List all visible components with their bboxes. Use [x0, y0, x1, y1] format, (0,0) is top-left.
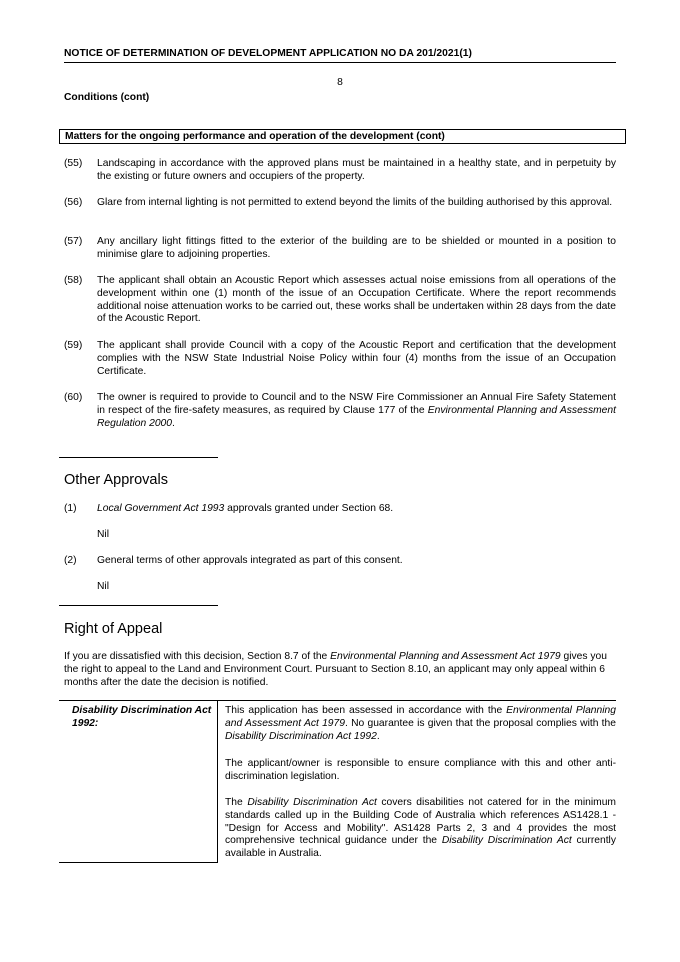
condition-58 [64, 275, 616, 326]
disability-act-label: Disability Discrimination Act 1992: [72, 705, 212, 729]
condition-number: (59) [64, 340, 83, 351]
table-top-rule [59, 700, 616, 701]
text-part: . [376, 730, 380, 742]
regulation-title: Environmental Planning and Assessment Regulation 2000 [97, 404, 616, 429]
approval-item-2 [64, 554, 616, 567]
disability-paragraph-2: The applicant/owner is responsible to ensure compliance with this and other anti-discrimination legislation. [225, 758, 616, 782]
condition-text-part: The owner is required to provide to Council and to the NSW Fire Commissioner an Annual Fire Safety Statement in respect of the fire-safety measures, as required by Clause 177 of the [97, 392, 616, 416]
document-title: NOTICE OF DETERMINATION OF DEVELOPMENT APPLICATION NO DA 201/2021(1) [64, 47, 616, 63]
approval-value-1: Nil [97, 529, 110, 540]
table-column-divider [217, 700, 218, 863]
approval-value-2: Nil [97, 581, 110, 592]
text-part: . No guarantee is given that the proposal complies with the [344, 717, 616, 729]
section-rule [59, 457, 218, 458]
conditions-label: Conditions (cont) [64, 92, 150, 103]
appeal-text-part: If you are dissatisfied with this decision, Section 8.7 of the [64, 651, 331, 662]
condition-59 [64, 340, 616, 378]
condition-number: (57) [64, 236, 83, 247]
condition-56 [64, 197, 616, 210]
approval-text-part: approvals granted under Section 68. [224, 503, 394, 514]
table-bottom-rule [59, 862, 217, 863]
text-part: This application has been assessed in accordance with the [225, 705, 507, 716]
condition-text [97, 392, 616, 430]
condition-text: Any ancillary light fittings fitted to the exterior of the building are to be shielded or mounted in a position to minimise glare to adjoining properties. [97, 236, 616, 260]
appeal-paragraph [64, 651, 616, 689]
text-part: currently available in Australia. [225, 835, 616, 860]
condition-number: (55) [64, 158, 83, 169]
act-title: Environmental Planning and Assessment Act 1979 [225, 705, 616, 729]
condition-text: Landscaping in accordance with the approved plans must be maintained in a healthy state, and in perpetuity by the existing or future owners and occupiers of the property. [97, 158, 616, 182]
condition-text: Glare from internal lighting is not permitted to extend beyond the limits of the building authorised by this approval. [97, 197, 613, 208]
condition-number: (58) [64, 275, 83, 286]
section-rule [59, 605, 218, 606]
text-part: covers disabilities not catered for in the minimum standards called up in the Building Code of Australia which references AS1428.1 - "Design for Access and Mobility". AS1428 Parts 2, 3 and 4 provides the most comprehensive technical guidance under the [225, 797, 617, 847]
approval-number: (1) [64, 503, 77, 514]
disability-paragraph-3 [225, 797, 616, 861]
condition-text: The applicant shall obtain an Acoustic Report which assesses actual noise emissions from all operations of the development within one (1) month of the issue of an Occupation Certificate. Where the report recommends additional noise attenuation works to be carried out, these works shall be undertaken within 28 days from the date of the Acoustic Report. [97, 275, 616, 325]
condition-55 [64, 158, 616, 184]
act-title: Environmental Planning and Assessment Act 1979 [330, 651, 561, 662]
appeal-text-part: gives you the right to appeal to the Land and Environment Court. Pursuant to Section 8.10, an applicant may only appeal within 6 months after the date the decision is notified. [64, 651, 608, 688]
act-title: Disability Discrimination Act [441, 835, 572, 847]
approval-number: (2) [64, 555, 77, 566]
disability-paragraph-1 [225, 705, 616, 743]
condition-text-part: . [172, 417, 175, 429]
condition-number: (56) [64, 197, 83, 208]
approval-text [97, 502, 616, 515]
text-part: The [225, 797, 248, 808]
right-of-appeal-heading: Right of Appeal [64, 621, 163, 637]
act-title: Disability Discrimination Act 1992 [225, 730, 377, 742]
condition-57 [64, 236, 616, 262]
condition-text: The applicant shall provide Council with a copy of the Acoustic Report and certification that the development complies with the NSW State Industrial Noise Policy within four (4) months from the issue of an Occupation Certificate. [97, 340, 616, 377]
act-title: Local Government Act 1993 [97, 503, 225, 514]
other-approvals-heading: Other Approvals [64, 472, 168, 488]
page-number: 8 [337, 77, 343, 88]
approval-item-1 [64, 502, 616, 515]
act-title: Disability Discrimination Act [247, 797, 377, 808]
condition-60 [64, 392, 616, 430]
approval-text: General terms of other approvals integrated as part of this consent. [97, 555, 403, 566]
condition-number: (60) [64, 392, 83, 403]
section-heading-box: Matters for the ongoing performance and operation of the development (cont) [59, 129, 626, 144]
